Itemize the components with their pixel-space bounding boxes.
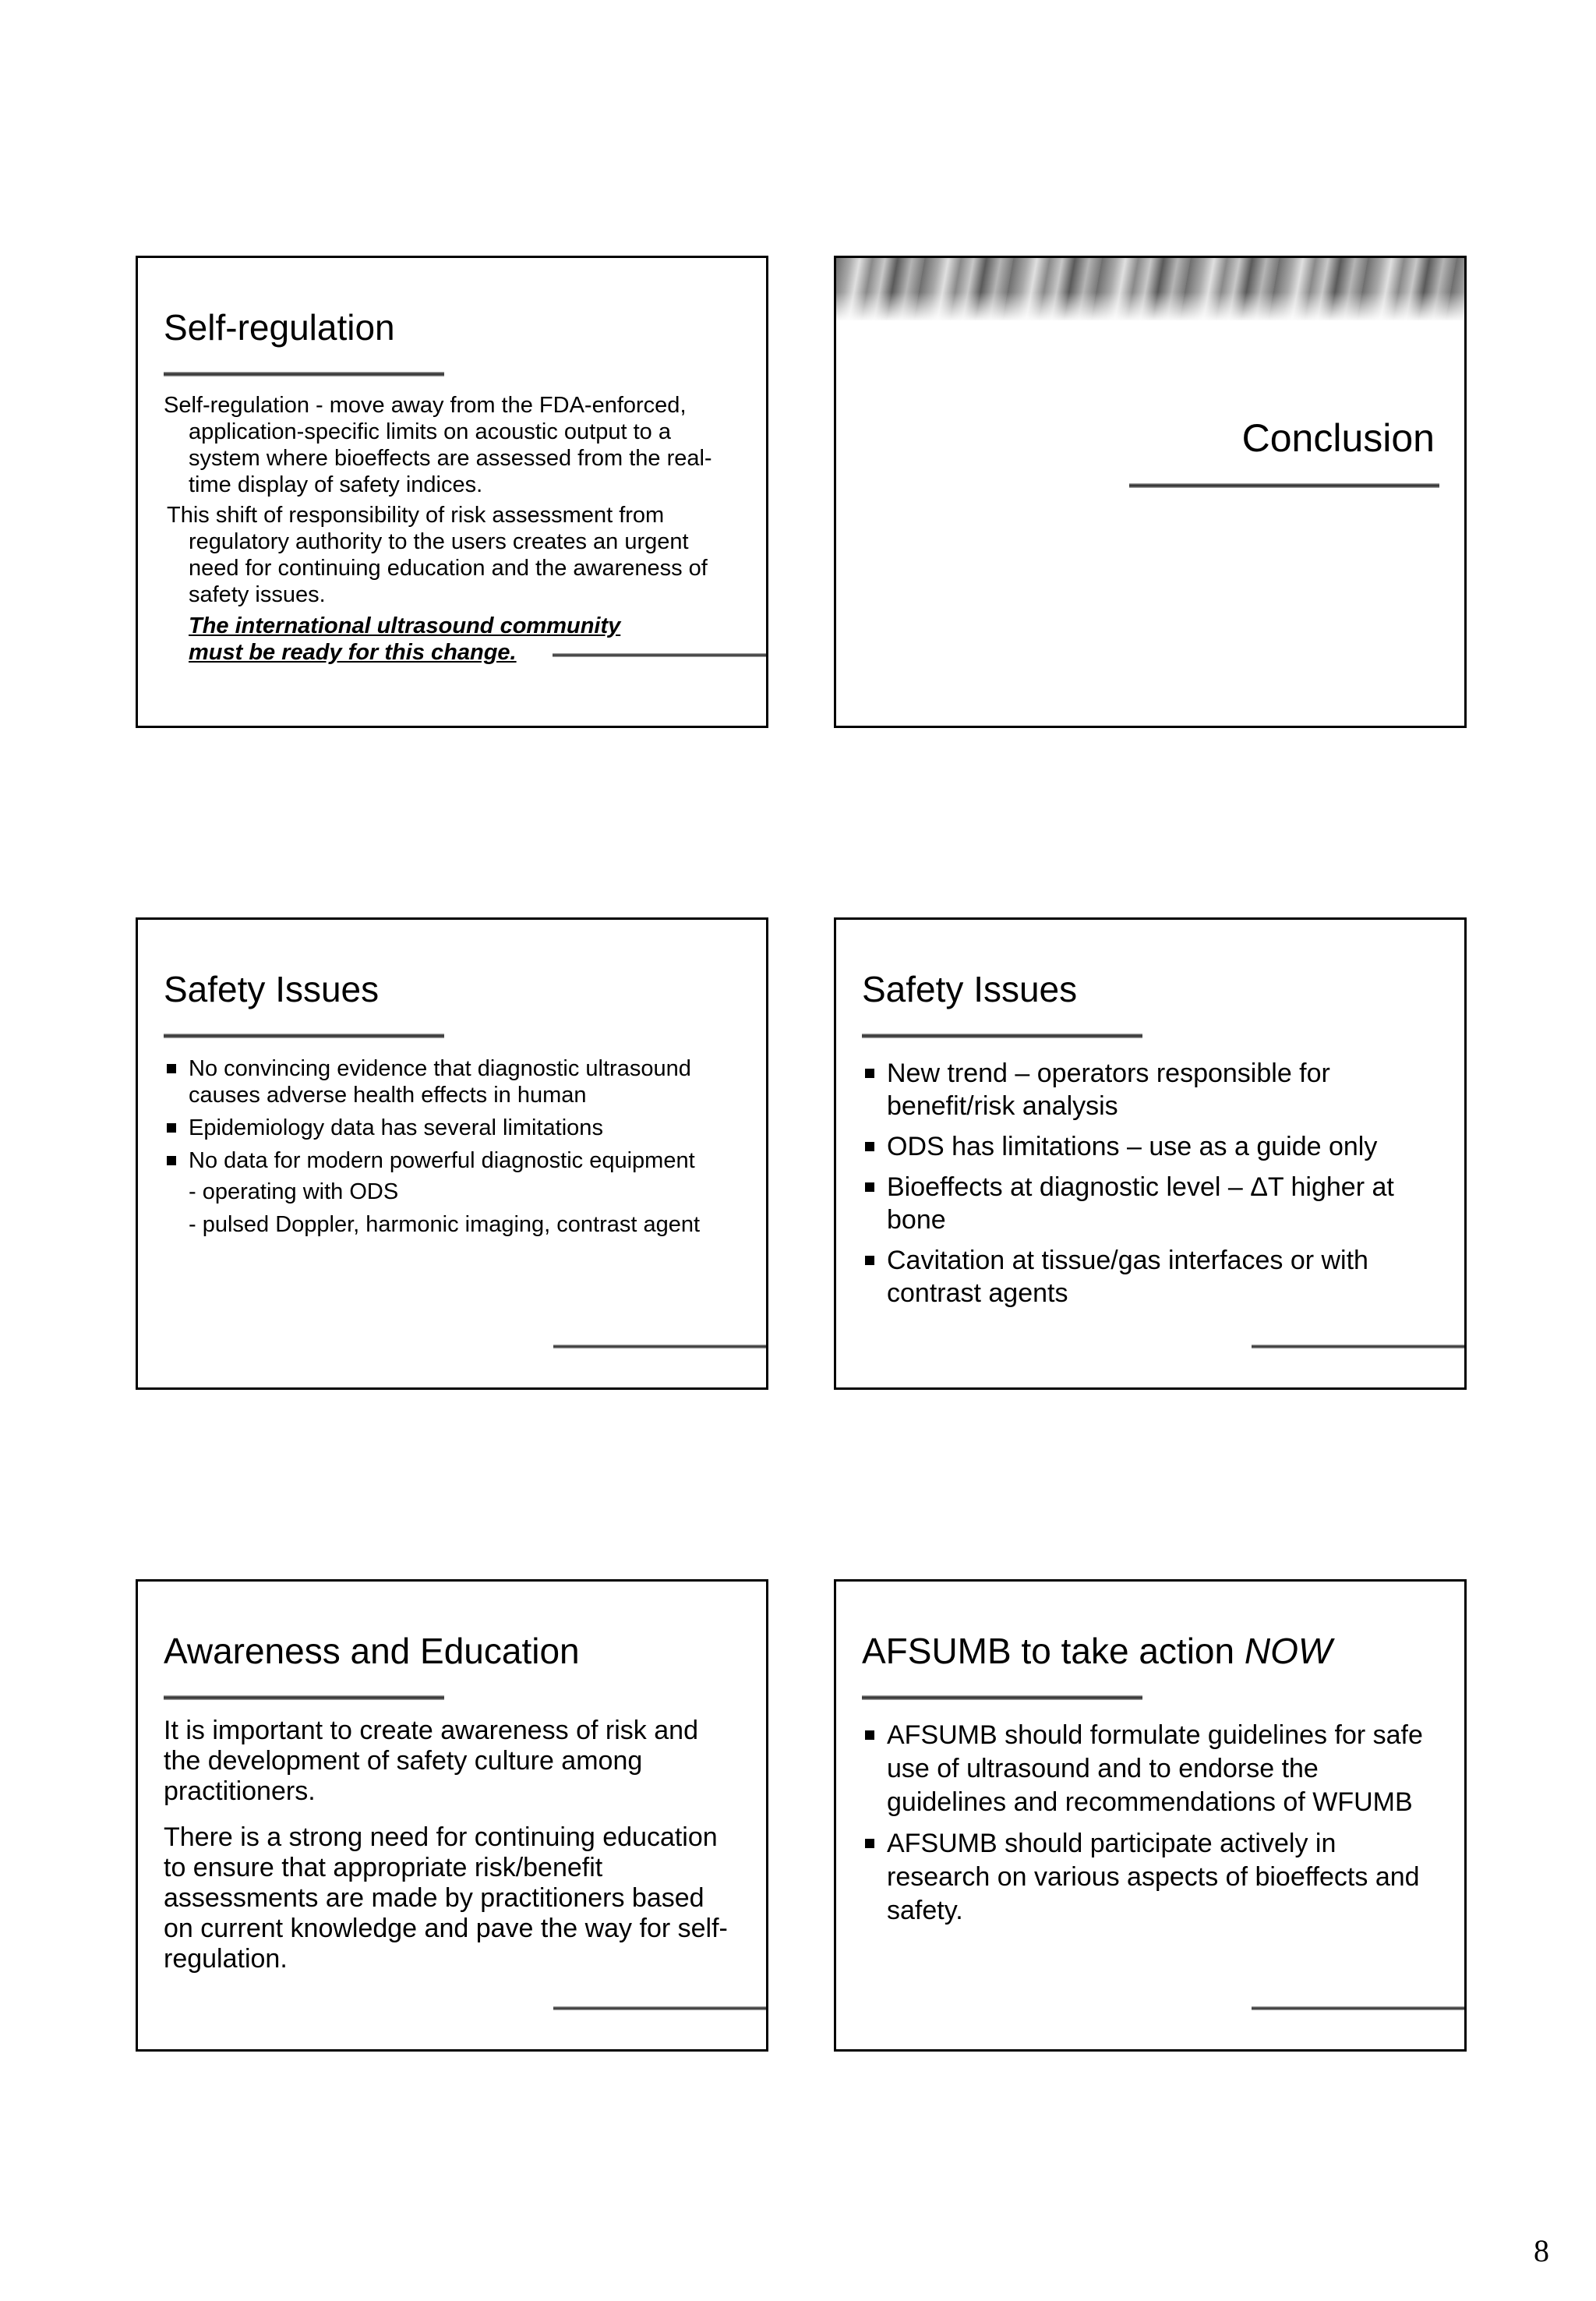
slide-title: Safety Issues: [164, 969, 380, 1009]
sub-item: - operating with ODS: [189, 1179, 399, 1204]
bullet-text: ODS has limitations – use as a guide only: [887, 1132, 1378, 1161]
slide-body: [164, 392, 735, 666]
square-bullet-icon: [167, 1123, 176, 1133]
emphasis-block: [164, 613, 735, 666]
title-underline: [1129, 483, 1439, 488]
title-underline: [164, 1695, 444, 1700]
bullet-item: [164, 1055, 735, 1108]
slide-body: [164, 1055, 735, 1244]
bullet-list: [862, 1057, 1433, 1310]
header-banner-image: [836, 258, 1464, 320]
square-bullet-icon: [167, 1156, 176, 1165]
bullet-text: No convincing evidence that diagnostic ultrasound causes adverse health effects in human: [189, 1056, 691, 1108]
emphasis-rule: [553, 653, 768, 657]
bullet-list: [862, 1719, 1433, 1928]
title-underline: [164, 372, 444, 376]
corner-rule: [553, 1345, 768, 1348]
square-bullet-icon: [865, 1839, 874, 1848]
bullet-item: [862, 1244, 1433, 1310]
bullet-item: [164, 1115, 735, 1141]
bullet-text: No data for modern powerful diagnostic equipment: [189, 1148, 695, 1173]
slide-title: Awareness and Education: [164, 1631, 580, 1671]
slide-title: Self-regulation: [164, 307, 395, 348]
corner-rule: [1252, 2006, 1467, 2010]
slide-title: [862, 1631, 1332, 1671]
bullet-item: [164, 1147, 735, 1174]
slide-afsumb-action: [834, 1579, 1467, 2052]
bullet-text: AFSUMB should participate actively in research on various aspects of bioeffects and safety.: [887, 1829, 1420, 1925]
emphasis-line-2: must be ready for this change.: [189, 640, 517, 665]
bullet-item: [862, 1827, 1433, 1928]
slide-awareness-education: [136, 1579, 768, 2052]
slide-conclusion: [834, 256, 1467, 728]
slide-body: [862, 1057, 1433, 1317]
paragraph-shift: This shift of responsibility of risk assessment from regulatory authority to the users creates an urgent need for continuing education and the awareness of safety issues.: [167, 503, 708, 607]
slide-self-regulation: [136, 256, 768, 728]
slide-title: Conclusion: [1241, 416, 1435, 460]
bullet-text: Bioeffects at diagnostic level – ΔT higher at bone: [887, 1172, 1394, 1235]
bullet-item: [862, 1719, 1433, 1819]
title-underline: [164, 1034, 444, 1038]
corner-rule: [1252, 1345, 1467, 1348]
paragraph-education: There is a strong need for continuing education to ensure that appropriate risk/benefit assessments are made by practitioners based on current knowledge and pave the way for self-regulation.: [164, 1822, 728, 1974]
bullet-list: [164, 1055, 735, 1174]
sub-item: - pulsed Doppler, harmonic imaging, contrast agent: [189, 1212, 701, 1237]
corner-rule: [553, 2006, 768, 2010]
square-bullet-icon: [167, 1064, 176, 1073]
square-bullet-icon: [865, 1256, 874, 1265]
sub-item-list: [164, 1179, 735, 1238]
bullet-text: Epidemiology data has several limitations: [189, 1115, 603, 1140]
title-underline: [862, 1695, 1142, 1700]
bullet-text: Cavitation at tissue/gas interfaces or with contrast agents: [887, 1246, 1368, 1308]
slide-title: Safety Issues: [862, 969, 1078, 1009]
bullet-item: [862, 1057, 1433, 1122]
square-bullet-icon: [865, 1069, 874, 1078]
emphasis-line-1: The international ultrasound community: [189, 613, 621, 638]
square-bullet-icon: [865, 1730, 874, 1740]
paragraph-definition: Self-regulation - move away from the FDA-enforced, application-specific limits on acoustic output to a system where bioeffects are assessed from the real-time display of safety indices.: [164, 393, 712, 497]
title-emphasis: NOW: [1244, 1631, 1333, 1671]
bullet-item: [862, 1171, 1433, 1236]
slide-body: [862, 1719, 1433, 1935]
paragraph-awareness: It is important to create awareness of risk and the development of safety culture among practitioners.: [164, 1716, 698, 1806]
bullet-text: New trend – operators responsible for benefit/risk analysis: [887, 1059, 1330, 1121]
bullet-text: AFSUMB should formulate guidelines for safe use of ultrasound and to endorse the guidelines and recommendations of WFUMB: [887, 1720, 1423, 1817]
bullet-item: [862, 1130, 1433, 1163]
slide-safety-issues-2: [834, 917, 1467, 1390]
page-number: 8: [1534, 2233, 1549, 2268]
title-underline: [862, 1034, 1142, 1038]
slide-safety-issues-1: [136, 917, 768, 1390]
square-bullet-icon: [865, 1182, 874, 1192]
slide-body: [164, 1716, 735, 1974]
title-text: AFSUMB to take action: [862, 1631, 1245, 1671]
square-bullet-icon: [865, 1142, 874, 1151]
